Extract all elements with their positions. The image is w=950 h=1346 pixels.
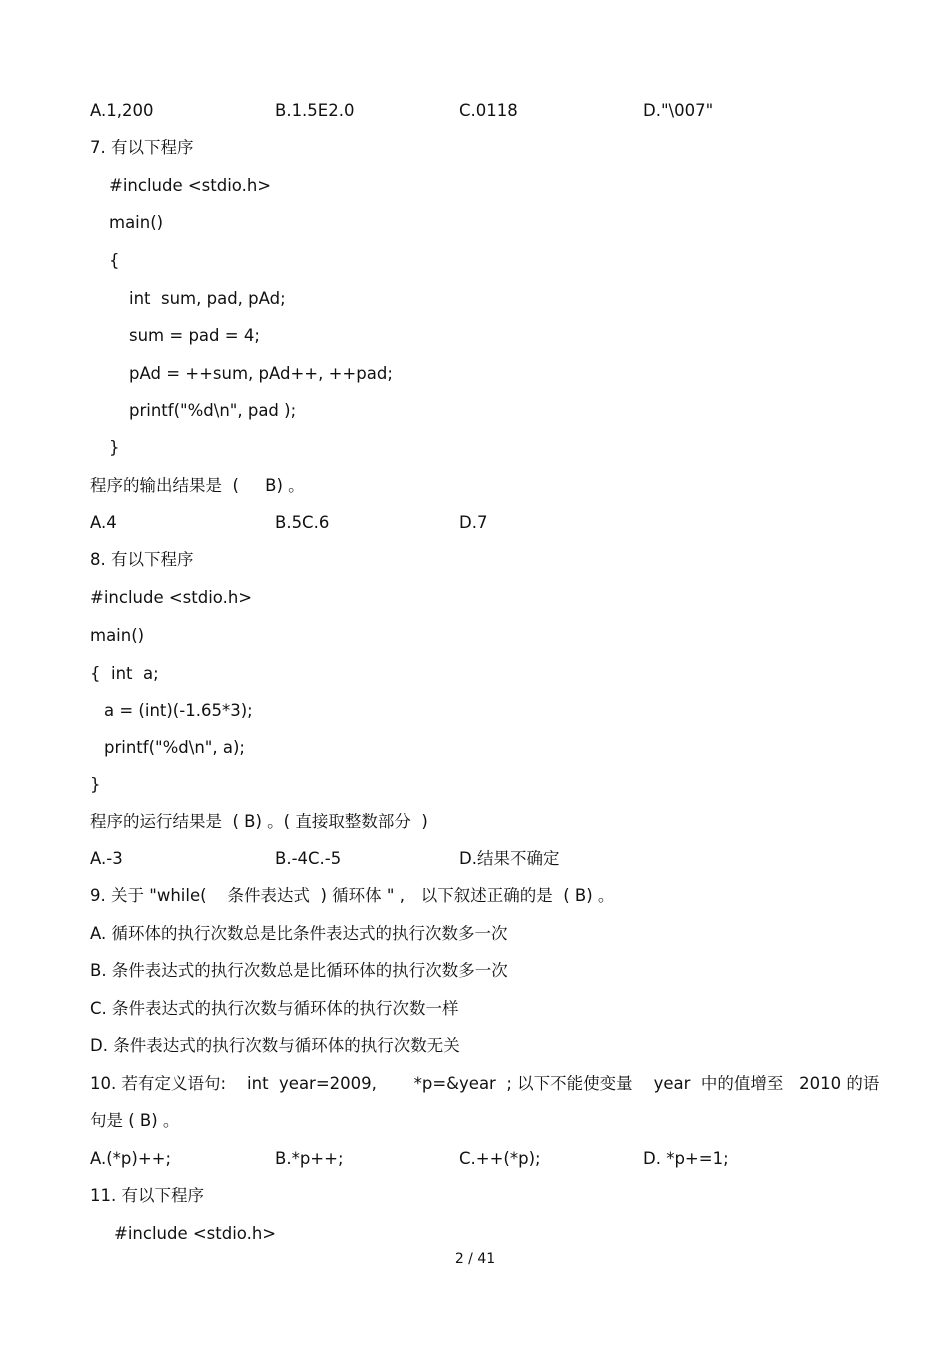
q7-option-a: A.4 (90, 513, 117, 532)
q7-code-line: } (109, 438, 120, 457)
q8-code-line: printf("%d\n", a); (104, 738, 245, 757)
q9-option-c: C. 条件表达式的执行次数与循环体的执行次数一样 (90, 999, 459, 1018)
q11-code-line: #include <stdio.h> (114, 1224, 277, 1243)
q6-options (90, 99, 870, 123)
q10-option-a: A.(*p)++; (90, 1149, 172, 1168)
q6-option-c: C.0118 (459, 101, 518, 120)
q9-option-a: A. 循环体的执行次数总是比条件表达式的执行次数多一次 (90, 924, 508, 943)
q8-option-bc: B.-4C.-5 (275, 849, 342, 868)
q7-option-bc: B.5C.6 (275, 513, 330, 532)
q8-code-line: } (90, 775, 101, 794)
q7-question: 程序的输出结果是 ( B) 。 (90, 476, 305, 495)
q8-option-a: A.-3 (90, 849, 123, 868)
q8-title: 8. 有以下程序 (90, 550, 194, 569)
q9-option-b: B. 条件表达式的执行次数总是比循环体的执行次数多一次 (90, 961, 508, 980)
q7-code-line: printf("%d\n", pad ); (129, 401, 297, 420)
q8-code-line: { int a; (90, 664, 159, 683)
q9-title: 9. 关于 "while( 条件表达式 ) 循环体 " , 以下叙述正确的是 ( B) 。 (90, 886, 615, 905)
q7-code-line: { (109, 251, 120, 270)
q8-option-d: D.结果不确定 (459, 849, 560, 868)
page-number: 2 / 41 (454, 1251, 496, 1267)
q7-option-d: D.7 (459, 513, 488, 532)
q10-title-line1: 10. 若有定义语句: int year=2009, *p=&year ; 以下不能使变量 year 中的值增至 2010 的语 (90, 1074, 880, 1093)
q7-options (90, 511, 870, 535)
q9-option-d: D. 条件表达式的执行次数与循环体的执行次数无关 (90, 1036, 460, 1055)
q6-option-d: D."\007" (643, 101, 714, 120)
q10-title-line2: 句是 ( B) 。 (90, 1111, 180, 1130)
q8-code-line: a = (int)(-1.65*3); (104, 701, 253, 720)
q11-title: 11. 有以下程序 (90, 1186, 204, 1205)
q8-options (90, 847, 870, 871)
q8-question: 程序的运行结果是 ( B) 。( 直接取整数部分 ) (90, 812, 428, 831)
q10-option-c: C.++(*p); (459, 1149, 541, 1168)
q6-option-b: B.1.5E2.0 (275, 101, 355, 120)
q8-code-line: #include <stdio.h> (90, 588, 253, 607)
q6-option-a: A.1,200 (90, 101, 154, 120)
q10-options (90, 1147, 870, 1171)
q10-option-b: B.*p++; (275, 1149, 344, 1168)
q7-code-line: pAd = ++sum, pAd++, ++pad; (129, 364, 393, 383)
q8-code-line: main() (90, 626, 145, 645)
q7-code-line: sum = pad = 4; (129, 326, 260, 345)
q7-code-line: #include <stdio.h> (109, 176, 272, 195)
q10-option-d: D. *p+=1; (643, 1149, 729, 1168)
q7-title: 7. 有以下程序 (90, 138, 194, 157)
q7-code-line: main() (109, 213, 164, 232)
q7-code-line: int sum, pad, pAd; (129, 289, 286, 308)
